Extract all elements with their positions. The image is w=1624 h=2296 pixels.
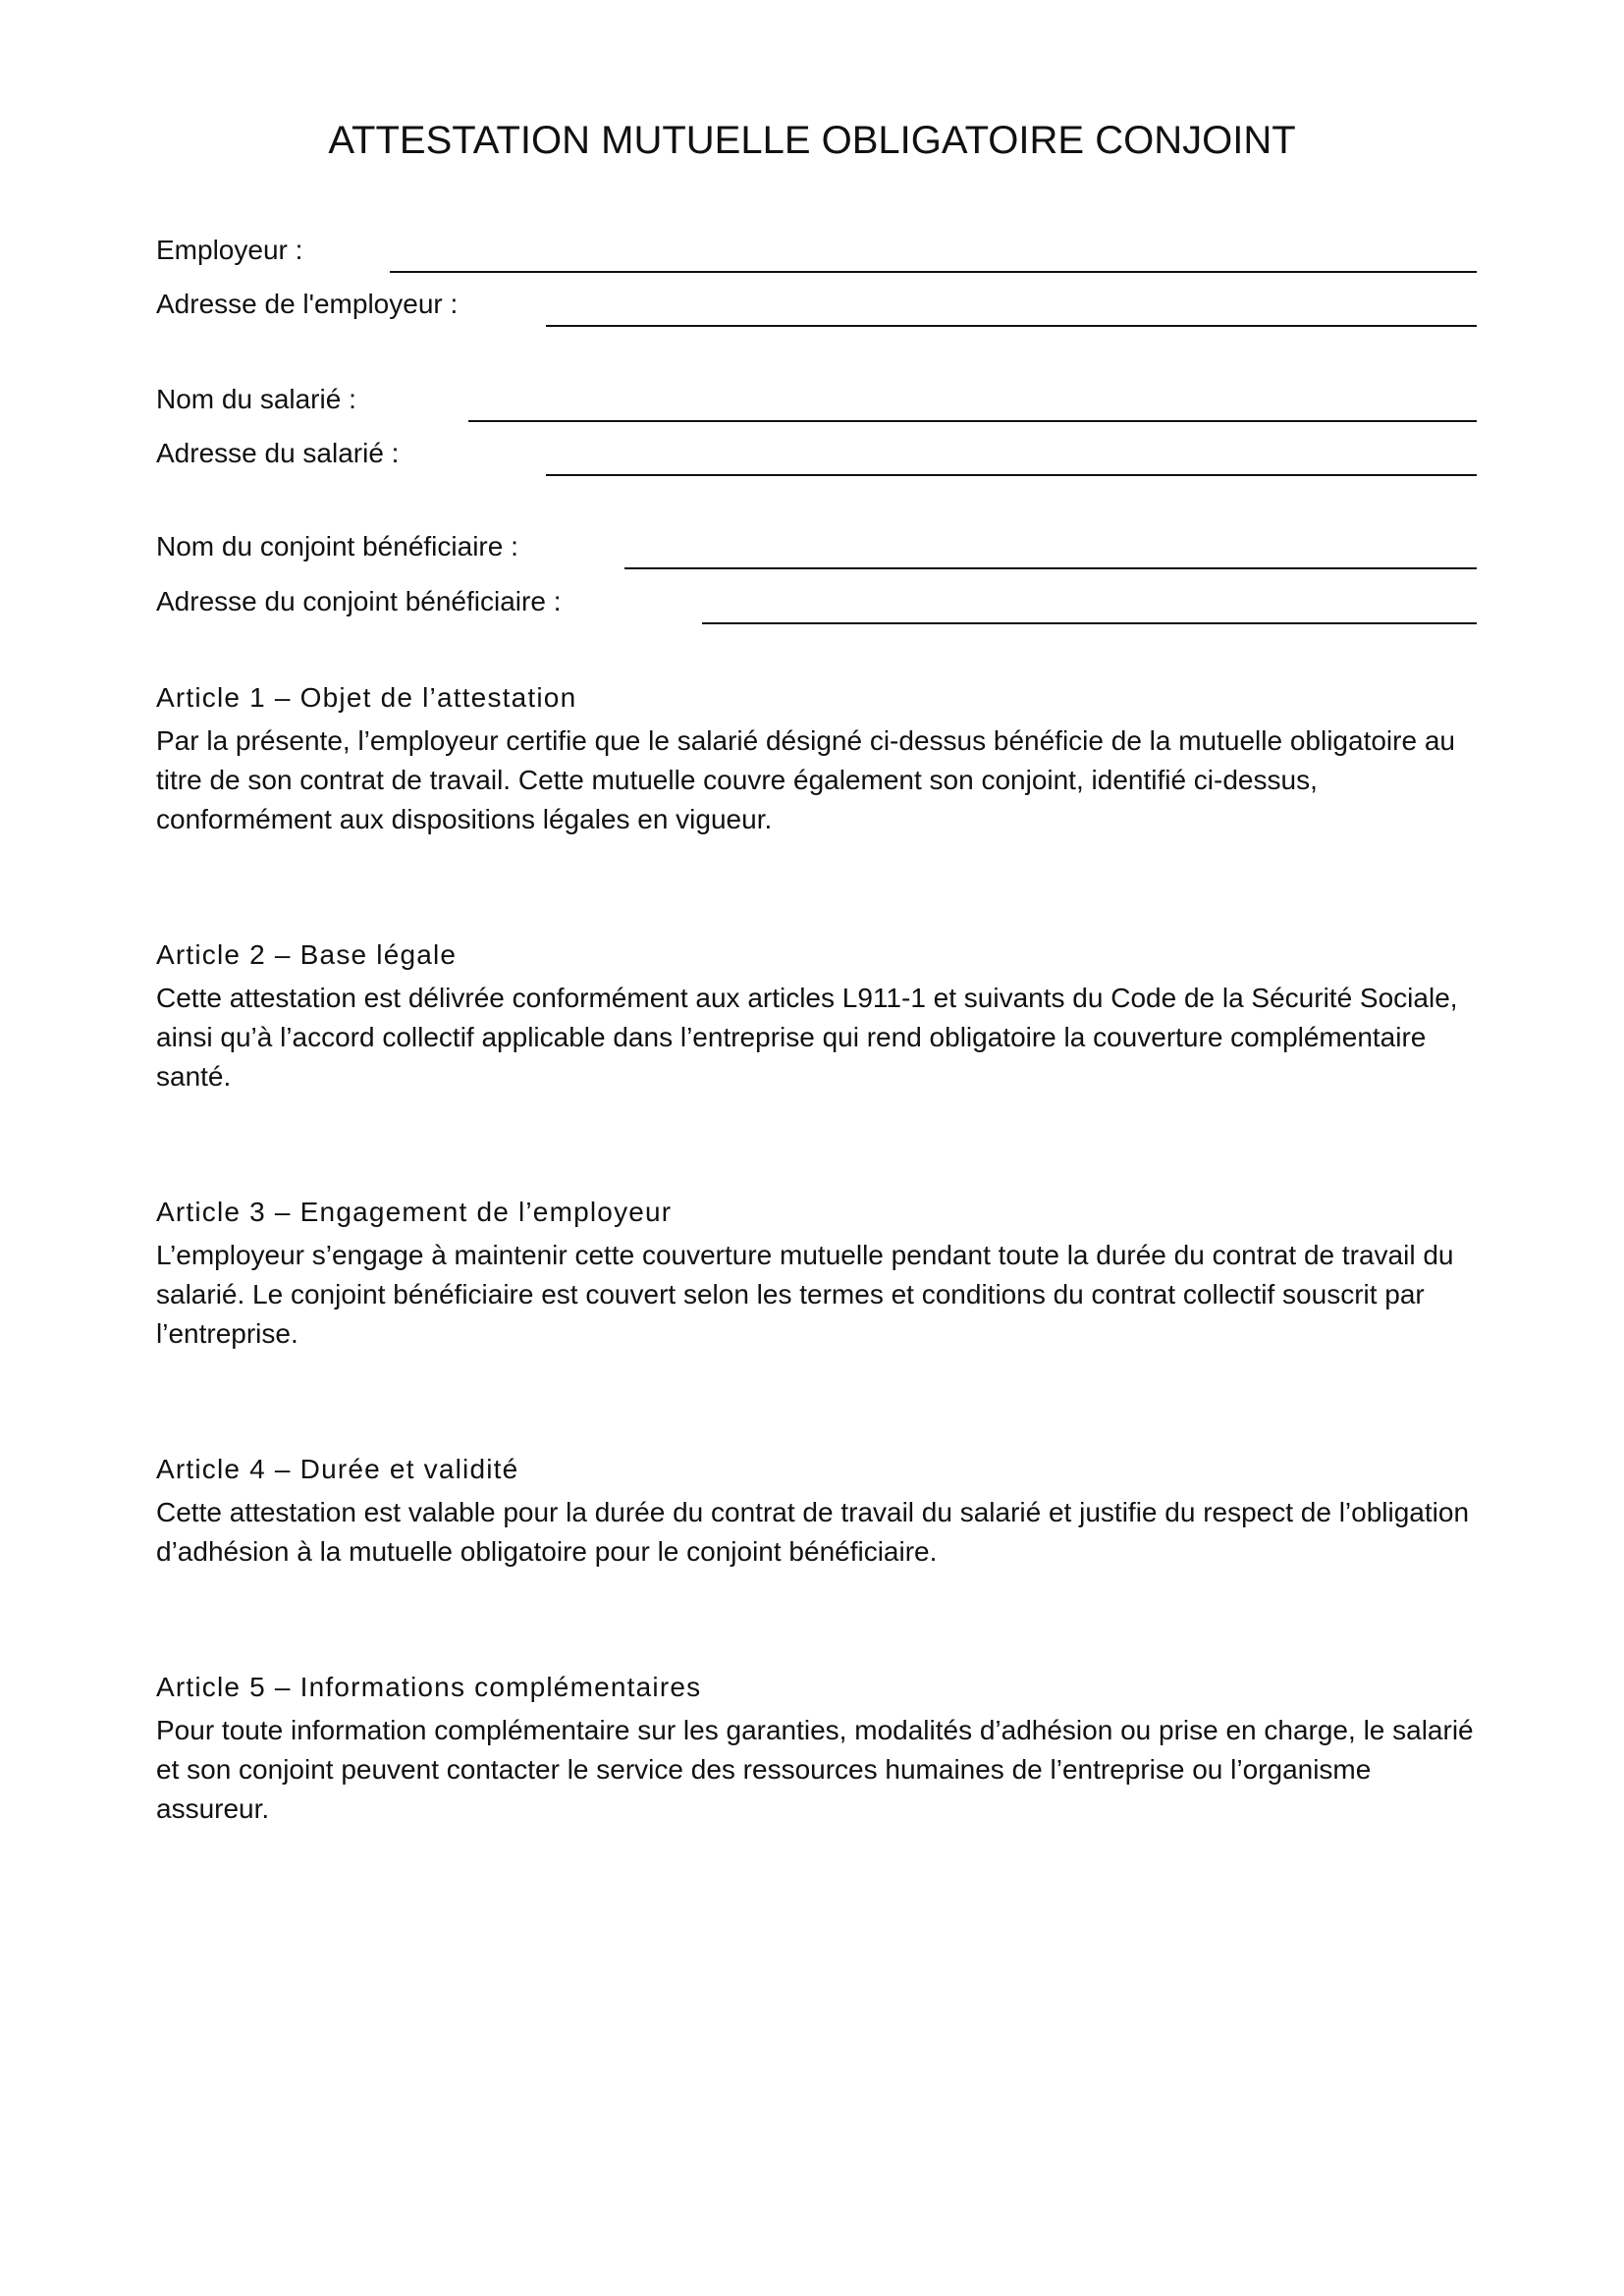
- field-adresse-employeur: [156, 286, 1477, 325]
- field-adresse-salarie: [156, 435, 1477, 474]
- article-text: Cette attestation est valable pour la durée du contrat de travail du salarié et justifie du respect de l’obligation d’adhésion à la mutuelle obligatoire pour le conjoint bénéficiaire.: [156, 1497, 1470, 1567]
- article-title: Article 1 – Objet de l’attestation: [156, 682, 577, 713]
- field-nom-conjoint: [156, 528, 1477, 567]
- article-text: L’employeur s’engage à maintenir cette couverture mutuelle pendant toute la durée du contrat de travail du salarié. Le conjoint bénéficiaire est couvert selon les termes et conditions du contrat collectif souscrit par l’entreprise.: [156, 1240, 1454, 1349]
- article-title: Article 2 – Base légale: [156, 939, 458, 970]
- document-title: ATTESTATION MUTUELLE OBLIGATOIRE CONJOINT: [328, 119, 1296, 162]
- article-title: Article 4 – Durée et validité: [156, 1454, 519, 1484]
- field-line-adresse-salarie[interactable]: [546, 474, 1477, 476]
- article-1: [156, 680, 1482, 839]
- article-4: [156, 1452, 1482, 1572]
- field-label-adresse-conjoint: Adresse du conjoint bénéficiaire :: [156, 586, 562, 616]
- field-employeur: [156, 232, 1477, 271]
- field-label-adresse-salarie: Adresse du salarié :: [156, 438, 400, 468]
- field-line-nom-conjoint[interactable]: [624, 567, 1477, 569]
- article-text: Cette attestation est délivrée conformément aux articles L911-1 et suivants du Code de la Sécurité Sociale, ainsi qu’à l’accord collectif applicable dans l’entreprise qui rend obligatoire la couverture complémentaire santé.: [156, 983, 1458, 1092]
- field-label-employeur: Employeur :: [156, 235, 303, 265]
- article-text: Pour toute information complémentaire sur les garanties, modalités d’adhésion ou prise en charge, le salarié et son conjoint peuvent contacter le service des ressources humaines de l’entreprise ou l’organisme assureur.: [156, 1715, 1474, 1824]
- article-5: [156, 1670, 1482, 1829]
- field-line-adresse-conjoint[interactable]: [702, 622, 1477, 624]
- field-label-nom-conjoint: Nom du conjoint bénéficiaire :: [156, 531, 518, 561]
- field-adresse-conjoint: [156, 583, 1477, 622]
- field-label-nom-salarie: Nom du salarié :: [156, 384, 356, 414]
- field-nom-salarie: [156, 381, 1477, 420]
- field-label-adresse-employeur: Adresse de l'employeur :: [156, 289, 459, 319]
- field-line-nom-salarie[interactable]: [468, 420, 1477, 422]
- field-line-employeur[interactable]: [390, 271, 1477, 273]
- article-2: [156, 937, 1482, 1096]
- article-title: Article 3 – Engagement de l’employeur: [156, 1197, 673, 1227]
- article-title: Article 5 – Informations complémentaires: [156, 1672, 702, 1702]
- article-3: [156, 1195, 1482, 1354]
- article-text: Par la présente, l’employeur certifie que le salarié désigné ci-dessus bénéficie de la mutuelle obligatoire au titre de son contrat de travail. Cette mutuelle couvre également son conjoint, identifié ci-dessus, conformément aux dispositions légales en vigueur.: [156, 725, 1455, 834]
- field-line-adresse-employeur[interactable]: [546, 325, 1477, 327]
